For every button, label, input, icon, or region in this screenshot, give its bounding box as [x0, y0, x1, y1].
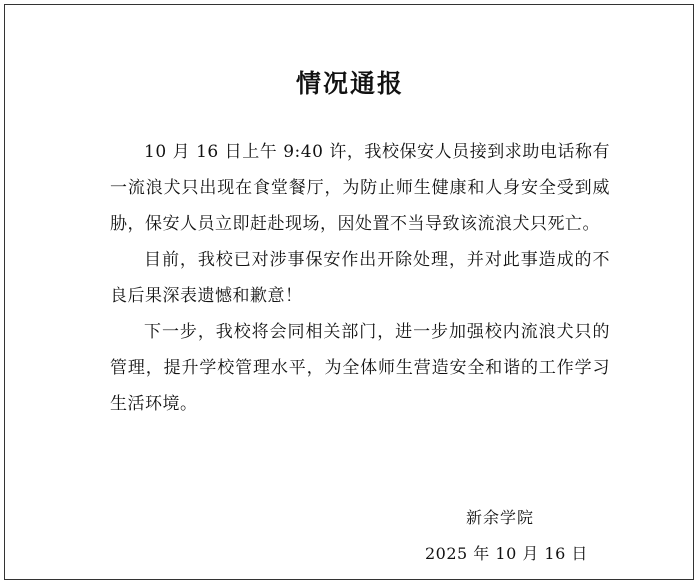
paragraph-incident: 10 月 16 日上午 9:40 许，我校保安人员接到求助电话称有一流浪犬只出现在食堂餐厅，为防止师生健康和人身安全受到威胁，保安人员立即赶赴现场，因处置不当导致该流浪犬只死亡。	[110, 142, 610, 234]
paragraph-action: 目前，我校已对涉事保安作出开除处理，并对此事造成的不良后果深表遗憾和歉意！	[110, 250, 610, 306]
paragraph-next-steps: 下一步，我校将会同相关部门，进一步加强校内流浪犬只的管理，提升学校管理水平，为全体师生营造安全和谐的工作学习生活环境。	[110, 322, 610, 414]
signer-name: 新余学院	[466, 508, 535, 527]
issue-date: 2025 年 10 月 16 日	[425, 544, 588, 563]
notice-title: 情况通报	[295, 69, 404, 98]
notice-body	[110, 134, 610, 422]
